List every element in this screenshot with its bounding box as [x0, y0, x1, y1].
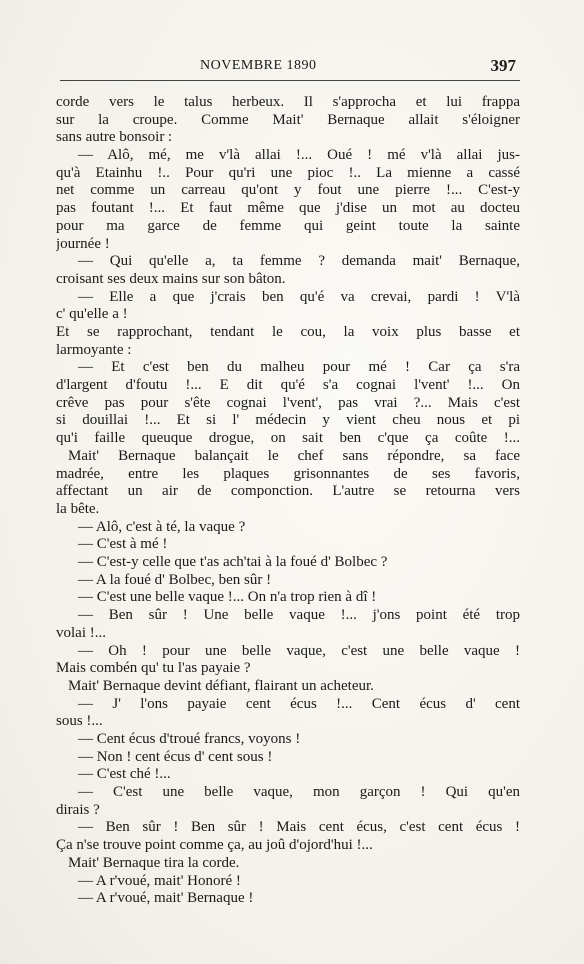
text-line: sans autre bonsoir :	[56, 129, 173, 146]
text-line: — C'est-y celle que t'as ach'tai à la foué d' Bolbec ?	[78, 554, 388, 570]
text-line: qu'i faille queuque drogue, on sait ben c'que ça coûte !...	[56, 430, 520, 447]
text-line: croisant ses deux mains sur son bâton.	[56, 270, 286, 287]
text-line: — Elle a que j'crais ben qu'é va crevai, pardi ! V'là	[78, 288, 520, 305]
text-line: — C'est une belle vaque, mon garçon ! Qui qu'en	[78, 784, 520, 801]
text-line: — C'est à mé !	[78, 536, 168, 553]
text-line: larmoyante :	[56, 341, 132, 358]
text-line: la bête.	[56, 500, 100, 517]
text-line: pour ma garce de femme qui geint toute la sainte	[56, 217, 520, 234]
text-line: corde vers le talus herbeux. Il s'approcha et lui frappa	[56, 94, 520, 110]
text-line: — Alô, c'est à té, la vaque ?	[78, 518, 246, 535]
text-line: dirais ?	[56, 801, 100, 818]
text-line: si douillai !... Et si l' médecin y vient cheu nous et pi	[56, 412, 520, 429]
text-line: Ça n'se trouve point comme ça, au joû d'ojord'hui !...	[56, 837, 373, 854]
text-line: — A r'voué, mait' Bernaque !	[78, 890, 254, 907]
text-line: volai !...	[56, 624, 106, 641]
text-line: journée !	[56, 235, 110, 252]
text-line: — Non ! cent écus d' cent sous !	[78, 748, 273, 765]
text-line: Mait' Bernaque devint défiant, flairant un acheteur.	[68, 677, 374, 694]
text-line: affectant un air de componction. L'autre se retourna vers	[56, 483, 520, 500]
text-line: — A r'voué, mait' Honoré !	[78, 872, 241, 889]
header-rule	[60, 80, 520, 81]
page-header	[60, 58, 520, 84]
text-line: — Ben sûr ! Une belle vaque !... j'ons point été trop	[78, 607, 520, 624]
text-line: — Oh ! pour une belle vaque, c'est une belle vaque !	[78, 642, 520, 659]
page-number: 397	[490, 56, 516, 75]
text-line: madrée, entre les plaques grisonnantes de ses favoris,	[56, 465, 520, 482]
text-line: pas foutant !... Et faut même que j'dise un mot au docteu	[56, 200, 520, 217]
text-line: — Qui qu'elle a, ta femme ? demanda mait' Bernaque,	[78, 253, 520, 270]
text-line: qu'à Etainhu !.. Pour qu'ri une pioc !.. La mienne a cassé	[56, 164, 520, 181]
text-line: — Alô, mé, me v'là allai !... Oué ! mé v'là allai jus-	[78, 147, 520, 164]
text-line: sous !...	[56, 713, 103, 730]
text-line: — A la foué d' Bolbec, ben sûr !	[78, 571, 272, 588]
text-line: — Ben sûr ! Ben sûr ! Mais cent écus, c'est cent écus !	[78, 819, 520, 836]
text-line: — J' l'ons payaie cent écus !... Cent écus d' cent	[78, 695, 520, 712]
text-line: — Cent écus d'troué francs, voyons !	[78, 730, 301, 747]
text-line: net comme un carreau qu'ont y fout une pierre !... C'est-y	[56, 182, 520, 199]
text-line: — C'est une belle vaque !... On n'a trop rien à dî !	[78, 589, 377, 606]
text-line: — C'est ché !...	[78, 766, 171, 783]
text-line: — Et c'est ben du malheu pour mé ! Car ça s'ra	[78, 359, 520, 376]
text-line: Et se rapprochant, tendant le cou, la voix plus basse et	[56, 324, 520, 340]
text-line: sur la croupe. Comme Mait' Bernaque allait s'éloigner	[56, 111, 520, 128]
text-line: crêve pas pour s'ête cognai l'vent', pas vrai ?... Mais c'est	[56, 394, 520, 411]
body-text	[56, 94, 520, 908]
text-line: c' qu'elle a !	[56, 306, 128, 323]
text-line: Mais combén qu' tu l'as payaie ?	[56, 660, 251, 677]
running-head: NOVEMBRE 1890	[200, 58, 317, 73]
text-line: Mait' Bernaque balançait le chef sans répondre, sa face	[68, 447, 520, 464]
text-line: d'largent d'foutu !... E dit qu'é s'a cognai l'vent' !... On	[56, 377, 520, 394]
text-line: Mait' Bernaque tira la corde.	[68, 854, 240, 871]
